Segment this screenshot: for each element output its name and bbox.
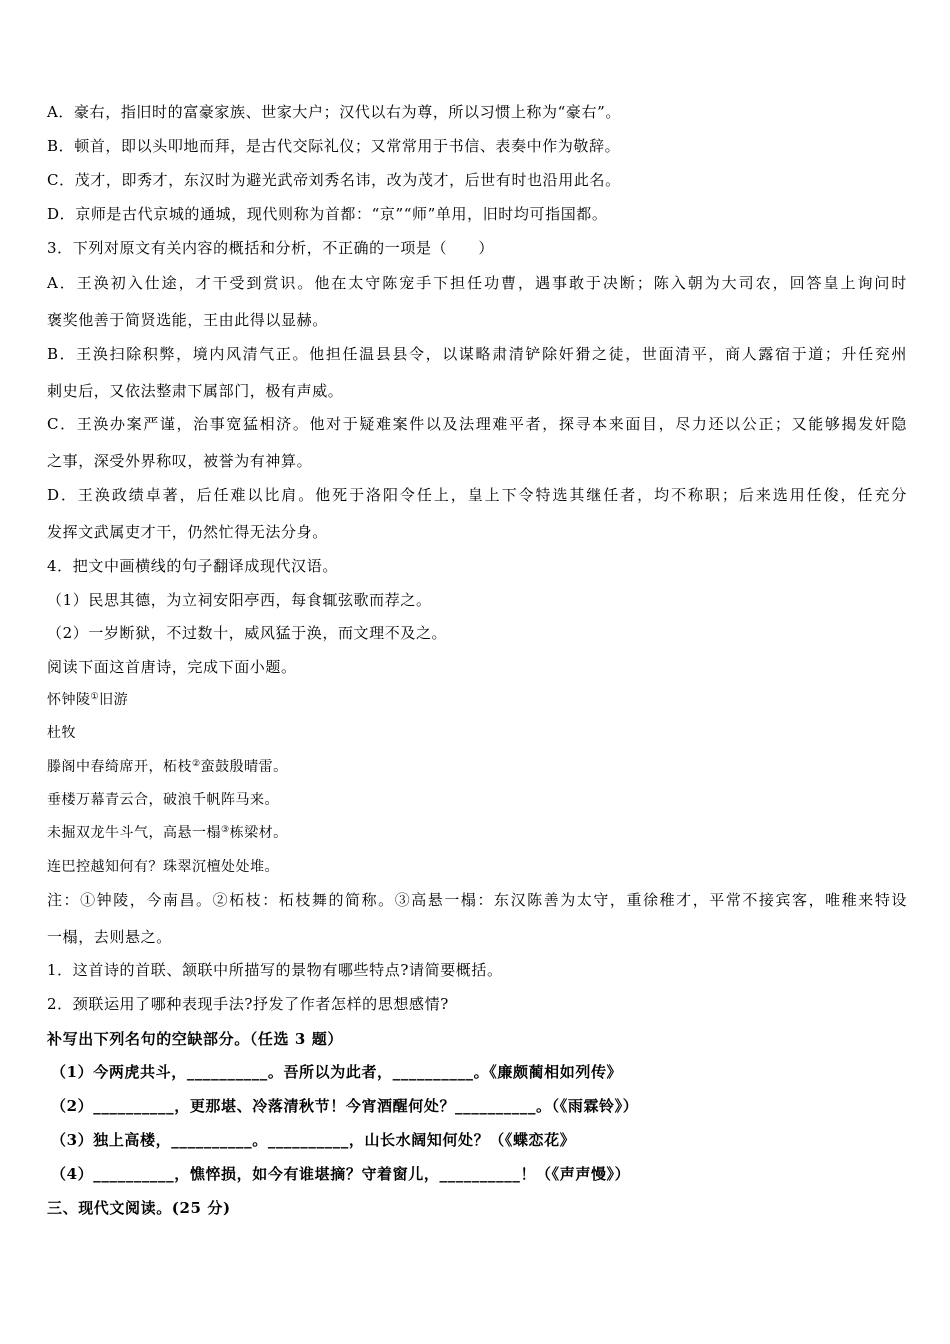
poem-question-2: 2．颈联运用了哪种表现手法?抒发了作者怎样的思想感情?: [47, 995, 449, 1013]
poem-title-note-mark: ①: [90, 692, 100, 702]
poem-title: [47, 690, 907, 710]
section-3-heading: 三、现代文阅读。(25 分): [47, 1199, 231, 1217]
poem-intro: 阅读下面这首唐诗，完成下面小题。: [47, 658, 297, 676]
q4-sentence-2: （2）一岁断狱，不过数十，威风猛于涣，而文理不及之。: [47, 624, 448, 642]
fill-blank-item-4: （4）__________，憔悴损，如今有谁堪摘？守着窗儿，__________！（《声声慢》）: [51, 1165, 631, 1183]
q4-sentence-1: （1）民思其德，为立祠安阳亭西，每食辄弦歌而荐之。: [47, 591, 432, 609]
poem-line-3: [47, 823, 907, 843]
poem-line-1-note-mark: ②: [192, 759, 201, 769]
poem-line-2: 垂楼万幕青云合，破浪千帆阵马来。: [47, 792, 279, 808]
poem-line-1: [47, 757, 907, 777]
fill-blank-item-2: （2）__________，更那堪、冷落清秋节！今宵酒醒何处？__________。（《雨霖铃》）: [51, 1097, 639, 1115]
fill-blank-item-1: （1）今两虎共斗，__________。吾所以为此者，__________。《廉颇蔺相如列传》: [51, 1063, 623, 1081]
q3-option-d-line1: D．王涣政绩卓著，后任难以比肩。他死于洛阳令任上，皇上下令特选其继任者，均不称职；后来选用任俊，任充分: [47, 486, 907, 504]
q3-option-a-line2: 褒奖他善于简贤选能，王由此得以显赫。: [47, 311, 328, 329]
poem-notes-line1: 注：①钟陵，今南昌。②柘枝：柘枝舞的简称。③高悬一榻：东汉陈善为太守，重徐稚才，平常不接宾客，唯稚来特设: [47, 891, 907, 909]
poem-notes-line2: 一榻，去则悬之。: [47, 928, 172, 946]
poem-title-part2: 旧游: [99, 692, 129, 708]
q3-option-b-line1: B．王涣扫除积弊，境内风清气正。他担任温县县令，以谋略肃清铲除奸猾之徒，世面清平，商人露宿于道；升任兖州: [47, 345, 907, 363]
q3-option-d-line2: 发挥文武属吏才干，仍然忙得无法分身。: [47, 523, 328, 541]
q3-option-c-line1: C．王涣办案严谨，治事宽猛相济。他对于疑难案件以及法理难平者，探寻本来面目，尽力还以公正；又能够揭发奸隐: [47, 415, 907, 433]
fill-blank-stem: 补写出下列名句的空缺部分。（任选 3 题）: [47, 1030, 343, 1048]
q3-option-c-line2: 之事，深受外界称叹，被誉为有神算。: [47, 452, 313, 470]
poem-author: 杜牧: [47, 725, 76, 741]
poem-line-1-part2: 蛮鼓殷晴雷。: [200, 759, 288, 775]
poem-line-3-part2: 栋梁材。: [229, 825, 288, 841]
fill-blank-item-3: （3）独上高楼，__________。__________，山长水阔知何处？（《蝶恋花》: [51, 1131, 576, 1149]
q3-option-a-line1: A．王涣初入仕途，才干受到赏识。他在太守陈宠手下担任功曹，遇事敢于决断；陈入朝为大司农，回答皇上询问时: [47, 274, 907, 292]
poem-line-1-part1: 滕阁中春绮席开，柘枝: [47, 759, 192, 775]
q2-option-c: C．茂才，即秀才，东汉时为避光武帝刘秀名讳，改为茂才，后世有时也沿用此名。: [47, 171, 621, 189]
q3-stem: 3．下列对原文有关内容的概括和分析，不正确的一项是（ ）: [47, 239, 494, 257]
poem-line-4: 连巴控越知何有？珠翠沉檀处处堆。: [47, 859, 279, 875]
q2-option-d: D．京师是古代京城的通城，现代则称为首都：“京”“师”单用，旧时均可指国都。: [47, 205, 608, 223]
poem-line-3-note-mark: ③: [221, 825, 230, 835]
q3-option-b-line2: 刺史后，又依法整肃下属部门，极有声威。: [47, 382, 344, 400]
poem-title-part1: 怀钟陵: [47, 692, 91, 708]
q4-stem: 4．把文中画横线的句子翻译成现代汉语。: [47, 557, 338, 575]
q2-option-b: B．顿首，即以头叩地而拜，是古代交际礼仪；又常常用于书信、表奏中作为敬辞。: [47, 137, 621, 155]
q2-option-a: A．豪右，指旧时的富豪家族、世家大户；汉代以右为尊，所以习惯上称为“豪右”。: [47, 103, 621, 121]
poem-line-3-part1: 未掘双龙牛斗气，高悬一榻: [47, 825, 221, 841]
poem-question-1: 1．这首诗的首联、颔联中所描写的景物有哪些特点?请简要概括。: [47, 961, 503, 979]
